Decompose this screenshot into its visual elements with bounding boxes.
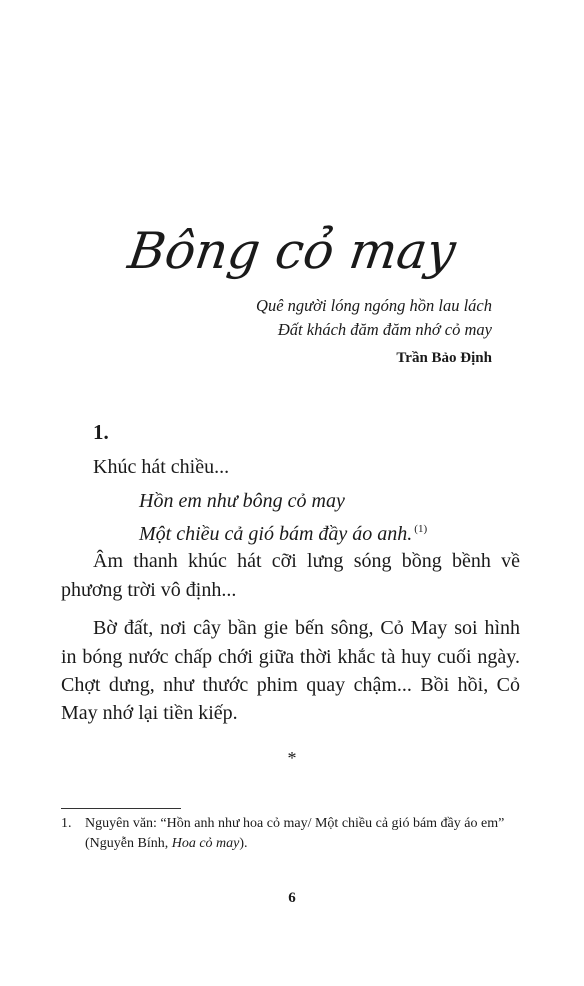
epigraph-author: Trần Bảo Định: [396, 350, 492, 366]
paragraph-2-line-4: May nhớ lại tiền kiếp.: [61, 702, 238, 724]
verse-line-2: [139, 514, 427, 549]
verse-line-1: Hồn em như bông cỏ may: [139, 490, 345, 512]
epigraph: [256, 294, 492, 342]
verse-line-2-text: Một chiều cả gió bám đầy áo anh.: [139, 523, 413, 545]
footnote-reference[interactable]: (1): [414, 523, 428, 535]
paragraph-2-line-1: Bờ đất, nơi cây bần gie bến sông, Cỏ May soi hình: [93, 617, 520, 639]
section-number: 1.: [93, 420, 109, 444]
paragraph-2-line-2: in bóng nước chấp chới giữa thời khắc tà huy cuối ngày.: [61, 646, 520, 668]
paragraph-1-line-1: Âm thanh khúc hát cỡi lưng sóng bồng bềnh về: [93, 550, 520, 572]
footnote-line-1: [61, 814, 531, 834]
footnote-number: 1.: [61, 816, 72, 831]
footnote-text-1: Nguyên văn: “Hồn anh như hoa cỏ may/ Một chiều cả gió bám đầy áo em”: [85, 816, 505, 831]
body-intro-line: Khúc hát chiều...: [93, 456, 230, 478]
epigraph-line-1: Quê người lóng ngóng hồn lau lách: [256, 296, 492, 315]
footnote-title: Hoa cỏ may: [171, 836, 240, 851]
footnote-prefix: (Nguyễn Bính,: [85, 836, 172, 851]
footnote-rule: [61, 808, 181, 809]
section-separator: *: [287, 748, 297, 768]
epigraph-line-2: Đất khách đăm đăm nhớ cỏ may: [277, 320, 492, 339]
paragraph-2-line-3: Chợt dưng, như thước phim quay chậm... Bồi hồi, Cỏ: [61, 674, 520, 696]
footnote-suffix: ).: [239, 836, 248, 851]
chapter-title: Bông cỏ may: [124, 222, 460, 280]
paragraph-1-line-2: phương trời vô định...: [61, 579, 237, 601]
footnote-line-2: [85, 834, 555, 854]
page-number: 6: [288, 890, 296, 906]
